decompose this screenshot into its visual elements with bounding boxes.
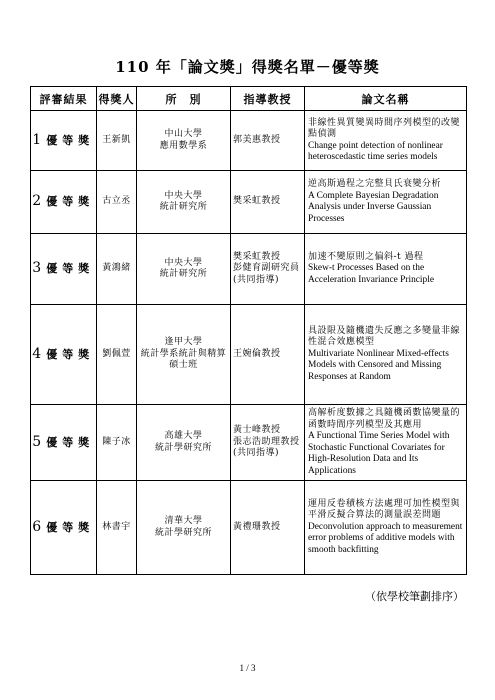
- advisor-line: 王婉倫教授: [233, 348, 281, 359]
- award-result: 優等獎: [43, 171, 97, 234]
- header-winner: 得獎人: [97, 87, 137, 111]
- advisor-line: 黃士峰教授: [233, 425, 281, 436]
- department: [137, 234, 231, 305]
- thesis-title: [305, 481, 467, 575]
- department-line: 統計研究所: [159, 269, 208, 279]
- department-line: 統計學系統計與精算碩士班: [140, 348, 227, 371]
- thesis-title-en: Multivariate Nonlinear Mixed-effects Models with Censored and Missing Responses at Random: [308, 348, 449, 382]
- award-table: [30, 86, 467, 575]
- thesis-title-zh: 具設限及隨機遺失反應之多變量非線性混合效應模型: [308, 325, 461, 348]
- row-number: 3: [31, 234, 43, 305]
- thesis-title-zh: 加速不變原則之偏斜-t 過程: [308, 251, 424, 262]
- advisor-line: (共同指導): [233, 448, 280, 459]
- advisor-line: 郭美惠教授: [233, 134, 281, 145]
- department-line: 中山大學: [164, 129, 203, 139]
- header-result: 評審結果: [31, 87, 97, 111]
- department: [137, 171, 231, 234]
- row-number: 2: [31, 171, 43, 234]
- row-number: 5: [31, 405, 43, 481]
- award-result: 優等獎: [43, 111, 97, 171]
- award-result: 優等獎: [43, 405, 97, 481]
- advisor: [231, 305, 305, 405]
- advisor-line: 彭健育副研究員: [233, 263, 300, 274]
- department-line: 統計學研究所: [154, 442, 212, 453]
- table-row: [31, 111, 467, 171]
- advisor: [231, 481, 305, 575]
- winner-name: 劉佩萱: [97, 305, 137, 405]
- winner-name: 林書宇: [97, 481, 137, 575]
- table-row: [31, 481, 467, 575]
- page-number: 1 / 3: [239, 663, 256, 673]
- row-number: 6: [31, 481, 43, 575]
- award-result: 優等獎: [43, 305, 97, 405]
- sort-order-note: （依學校筆劃排序）: [365, 590, 464, 603]
- advisor: [231, 405, 305, 481]
- department-line: 高雄大學: [164, 431, 203, 441]
- table-row: [31, 234, 467, 305]
- header-advisor: 指導教授: [231, 87, 305, 111]
- thesis-title-zh: 運用反卷積核方法處理可加性模型與平滑反擬合算法的測量誤差問題: [308, 498, 461, 521]
- advisor-line: (共同指導): [233, 274, 280, 285]
- advisor: [231, 171, 305, 234]
- thesis-title-en: Deconvolution approach to measurement error problems of additive models with smooth backfitting: [308, 521, 463, 555]
- advisor-line: 黃禮珊教授: [233, 521, 281, 532]
- department: [137, 481, 231, 575]
- department-line: 逢甲大學: [164, 337, 203, 348]
- thesis-title-zh: 逆高斯過程之完整貝氏衰變分析: [308, 179, 442, 189]
- department-line: 中央大學: [164, 257, 203, 268]
- table-header-row: [31, 87, 467, 111]
- thesis-title-zh: 高解析度數據之具隨機函數協變量的函數時間序列模型及其應用: [308, 408, 461, 430]
- award-result: 優等獎: [43, 481, 97, 575]
- thesis-title: [305, 171, 467, 234]
- department: [137, 111, 231, 171]
- department-line: 統計學研究所: [154, 527, 212, 538]
- page-title: 110 年「論文獎」得獎名單－優等獎: [115, 58, 380, 76]
- winner-name: 王新凱: [97, 111, 137, 171]
- thesis-title: [305, 111, 467, 171]
- department: [137, 305, 231, 405]
- row-number: 4: [31, 305, 43, 405]
- department-line: 清華大學: [164, 516, 203, 526]
- thesis-title-zh: 非線性異質變異時間序列模型的改變點偵測: [308, 117, 461, 139]
- thesis-title-en: Change point detection of nonlinear heteroscedastic time series models: [308, 140, 443, 162]
- winner-name: 黃鴻緒: [97, 234, 137, 305]
- advisor: [231, 111, 305, 171]
- row-number: 1: [31, 111, 43, 171]
- table-row: [31, 405, 467, 481]
- advisor: [231, 234, 305, 305]
- department-line: 中央大學: [164, 190, 203, 201]
- table-row: [31, 305, 467, 405]
- thesis-title-en: Skew-t Processes Based on the Acceleration Invariance Principle: [308, 263, 434, 285]
- thesis-title-en: A Functional Time Series Model with Stochastic Functional Covariates for High-Resolution Data and Its Applications: [308, 431, 450, 476]
- advisor-line: 樊采虹教授: [233, 251, 281, 262]
- header-department: 所 別: [137, 87, 231, 111]
- department: [137, 405, 231, 481]
- thesis-title: [305, 305, 467, 405]
- header-thesis: 論文名稱: [305, 87, 467, 111]
- thesis-title: [305, 405, 467, 481]
- winner-name: 陳子冰: [97, 405, 137, 481]
- advisor-line: 張志浩助理教授: [233, 436, 300, 447]
- thesis-title: [305, 234, 467, 305]
- advisor-line: 樊采虹教授: [233, 196, 281, 207]
- department-line: 應用數學系: [159, 140, 208, 151]
- award-result: 優等獎: [43, 234, 97, 305]
- winner-name: 古立丞: [97, 171, 137, 234]
- table-row: [31, 171, 467, 234]
- thesis-title-en: A Complete Bayesian Degradation Analysis under Inverse Gaussian Processes: [308, 190, 439, 224]
- department-line: 統計研究所: [159, 202, 208, 212]
